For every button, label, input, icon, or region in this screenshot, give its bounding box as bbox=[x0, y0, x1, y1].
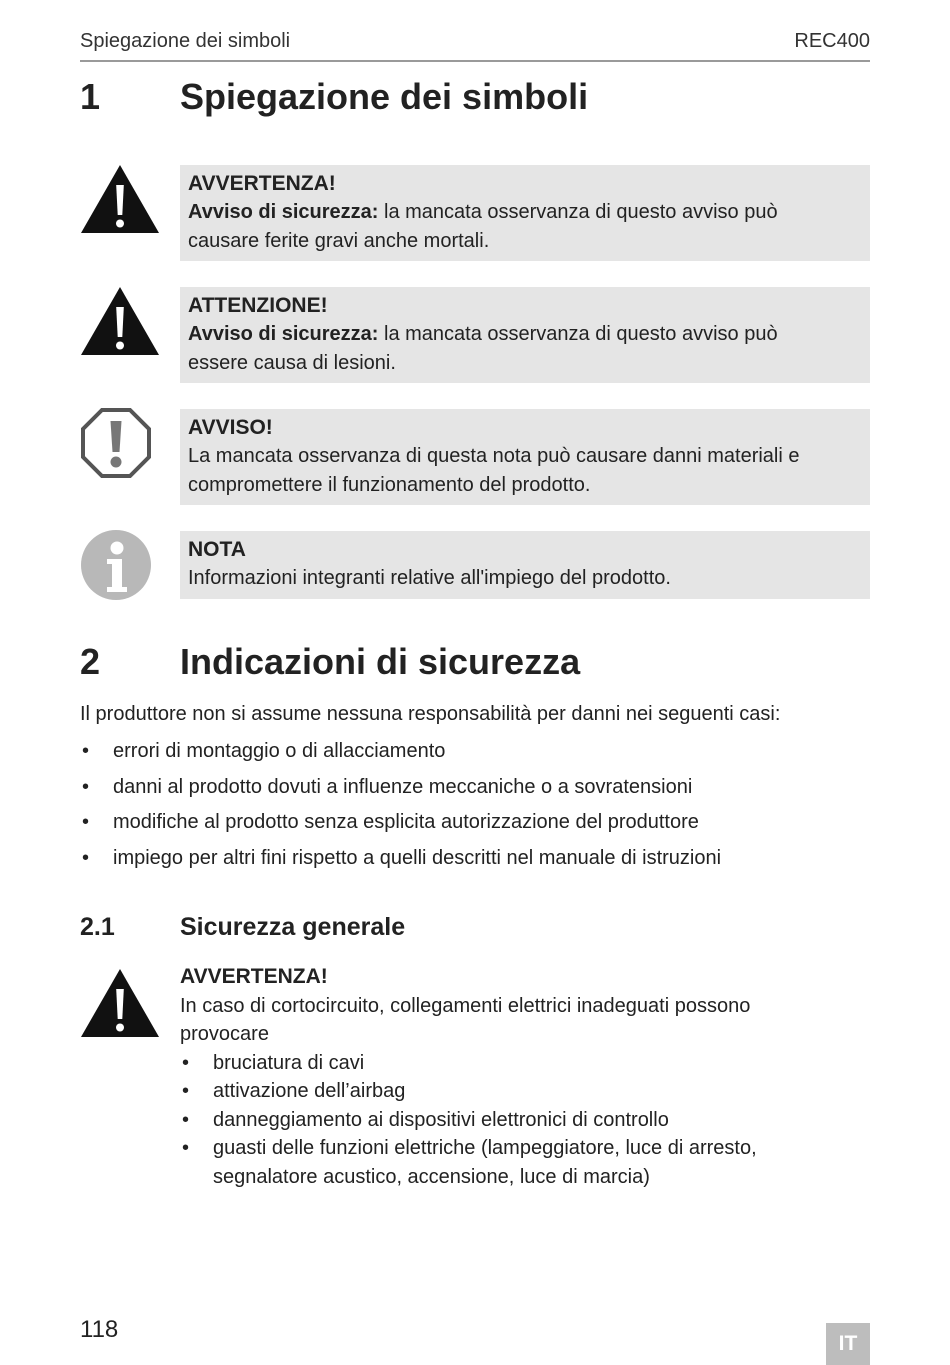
info-icon bbox=[80, 529, 152, 606]
section-1-title: Spiegazione dei simboli bbox=[180, 76, 589, 117]
consequence-list bbox=[180, 1049, 870, 1192]
attenzione-line2: essere causa di lesioni. bbox=[188, 351, 396, 374]
list-item bbox=[180, 1134, 870, 1191]
section-2-heading bbox=[80, 641, 870, 685]
avviso-line2: compromettere il funzionamento del prodotto. bbox=[188, 473, 591, 496]
avviso-line1: La mancata osservanza di questa nota può causare danni materiali e bbox=[188, 445, 800, 467]
section-1-heading bbox=[80, 76, 870, 120]
avviso-title: AVVISO! bbox=[188, 416, 273, 439]
attenzione-title: ATTENZIONE! bbox=[188, 294, 328, 317]
attenzione-label: Avviso di sicurezza: bbox=[188, 323, 379, 345]
language-tab: IT bbox=[826, 1323, 870, 1365]
header-divider bbox=[80, 60, 870, 62]
avvertenza-label: Avviso di sicurezza: bbox=[188, 201, 379, 223]
warning-triangle-icon bbox=[80, 163, 160, 240]
liability-list bbox=[80, 739, 870, 881]
list-item-line2: segnalatore acustico, accensione, luce di marcia) bbox=[213, 1165, 650, 1188]
list-item: • danni al prodotto dovuti a influenze meccaniche o a sovratensioni bbox=[80, 775, 870, 811]
avvertenza-line1: la mancata osservanza di questo avviso può bbox=[378, 201, 778, 223]
warning-triangle-icon bbox=[80, 967, 160, 1044]
general-warning-line1: In caso di cortocircuito, collegamenti elettrici inadeguati possono bbox=[180, 994, 751, 1017]
symbol-box-avviso bbox=[180, 409, 870, 505]
list-item: • errori di montaggio o di allacciamento bbox=[80, 739, 870, 775]
list-item: • danneggiamento ai dispositivi elettronici di controllo bbox=[180, 1106, 870, 1135]
symbol-box-attenzione bbox=[180, 287, 870, 383]
symbol-box-avvertenza bbox=[180, 165, 870, 261]
section-2-1-title: Sicurezza generale bbox=[180, 913, 406, 941]
general-warning-line2: provocare bbox=[180, 1023, 269, 1045]
list-item: • bruciatura di cavi bbox=[180, 1049, 870, 1078]
section-2-number: 2 bbox=[80, 641, 101, 682]
list-item: • attivazione dell’airbag bbox=[180, 1077, 870, 1106]
section-1-number: 1 bbox=[80, 76, 101, 117]
section-2-1-number: 2.1 bbox=[80, 913, 115, 941]
list-item: • impiego per altri fini rispetto a quelli descritti nel manuale di istruzioni bbox=[80, 846, 870, 882]
attenzione-line1: la mancata osservanza di questo avviso può bbox=[378, 323, 778, 345]
avvertenza-line2: causare ferite gravi anche mortali. bbox=[188, 229, 490, 252]
nota-title: NOTA bbox=[188, 538, 246, 561]
list-item: • modifiche al prodotto senza esplicita autorizzazione del produttore bbox=[80, 810, 870, 846]
attenzione-text bbox=[188, 320, 862, 377]
running-header-title: Spiegazione dei simboli bbox=[80, 30, 291, 52]
avvertenza-title: AVVERTENZA! bbox=[188, 172, 336, 195]
list-item-line1: guasti delle funzioni elettriche (lampeggiatore, luce di arresto, bbox=[213, 1137, 757, 1159]
notice-octagon-icon bbox=[80, 407, 152, 484]
page-number: 118 bbox=[80, 1316, 119, 1343]
section-2-1-heading bbox=[80, 913, 870, 945]
avviso-text bbox=[188, 442, 862, 499]
caution-triangle-icon bbox=[80, 285, 160, 362]
section-2-title: Indicazioni di sicurezza bbox=[180, 641, 581, 682]
running-header-model: REC400 bbox=[794, 30, 870, 52]
symbol-box-nota bbox=[180, 531, 870, 599]
general-safety-warning bbox=[180, 963, 870, 1191]
nota-line1: Informazioni integranti relative all'impiego del prodotto. bbox=[188, 567, 671, 589]
section-2-intro: Il produttore non si assume nessuna responsabilità per danni nei seguenti casi: bbox=[80, 703, 781, 725]
general-warning-title: AVVERTENZA! bbox=[180, 965, 328, 988]
avvertenza-text bbox=[188, 198, 862, 255]
